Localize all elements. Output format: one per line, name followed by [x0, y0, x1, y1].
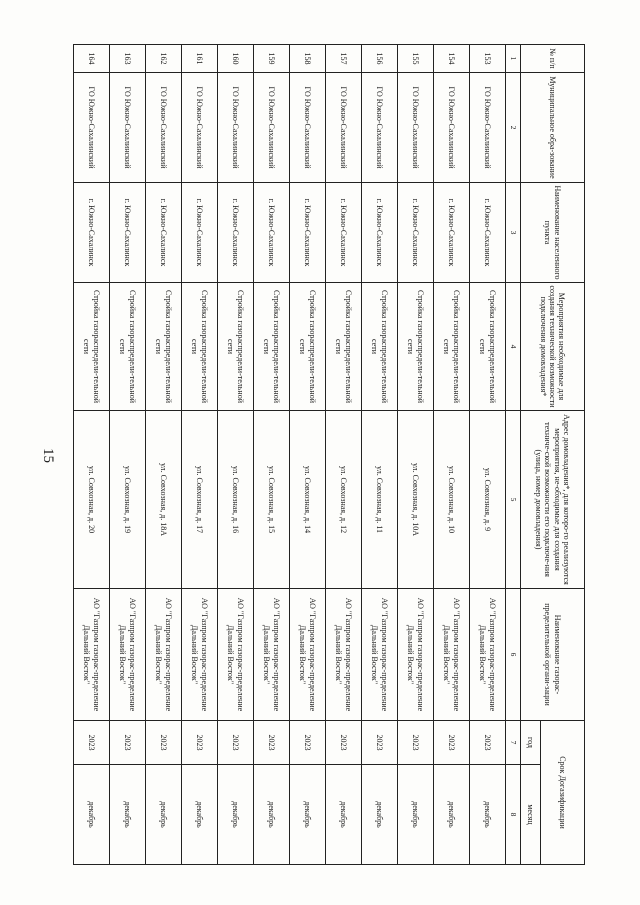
row-number: 154	[434, 45, 470, 73]
rotated-table-wrapper	[82, 44, 585, 864]
address-cell: ул. Совхозная, д. 16	[218, 411, 254, 589]
row-number: 161	[182, 45, 218, 73]
settlement-cell: г. Южно-Сахалинск	[182, 183, 218, 283]
municipality-cell: ГО Южно-Сахалинский	[218, 73, 254, 183]
row-number: 159	[254, 45, 290, 73]
measure-cell: Стройка газораспредели-тельной сети	[326, 283, 362, 411]
row-number: 158	[290, 45, 326, 73]
year-cell: 2023	[326, 721, 362, 765]
table-row	[290, 45, 326, 865]
settlement-cell: г. Южно-Сахалинск	[470, 183, 506, 283]
year-cell: 2023	[254, 721, 290, 765]
row-number: 156	[362, 45, 398, 73]
year-cell: 2023	[398, 721, 434, 765]
header-municipality: Муниципальное обра-зование	[521, 73, 585, 183]
page-number: 15	[40, 448, 56, 463]
municipality-cell: ГО Южно-Сахалинский	[74, 73, 110, 183]
gasification-table	[73, 44, 585, 865]
row-number: 157	[326, 45, 362, 73]
year-cell: 2023	[434, 721, 470, 765]
table-row	[362, 45, 398, 865]
measure-cell: Стройка газораспредели-тельной сети	[110, 283, 146, 411]
month-cell: декабрь	[74, 765, 110, 865]
measure-cell: Стройка газораспредели-тельной сети	[254, 283, 290, 411]
month-cell: декабрь	[254, 765, 290, 865]
row-number: 155	[398, 45, 434, 73]
measure-cell: Стройка газораспредели-тельной сети	[182, 283, 218, 411]
month-cell: декабрь	[110, 765, 146, 865]
table-row	[218, 45, 254, 865]
column-index: 7	[506, 721, 521, 765]
row-number: 163	[110, 45, 146, 73]
gro-cell: АО "Газпром газорас-пределение Дальний Восток"	[74, 589, 110, 721]
row-number: 164	[74, 45, 110, 73]
municipality-cell: ГО Южно-Сахалинский	[146, 73, 182, 183]
month-cell: декабрь	[398, 765, 434, 865]
month-cell: декабрь	[218, 765, 254, 865]
row-number: 153	[470, 45, 506, 73]
table-row	[398, 45, 434, 865]
measure-cell: Стройка газораспредели-тельной сети	[398, 283, 434, 411]
gro-cell: АО "Газпром газорас-пределение Дальний Восток"	[434, 589, 470, 721]
measure-cell: Стройка газораспредели-тельной сети	[470, 283, 506, 411]
municipality-cell: ГО Южно-Сахалинский	[362, 73, 398, 183]
table-row	[326, 45, 362, 865]
address-cell: ул. Совхозная, д. 9	[470, 411, 506, 589]
month-cell: декабрь	[434, 765, 470, 865]
header-deadline: Срок Догазификации	[541, 721, 585, 865]
measure-cell: Стройка газораспредели-тельной сети	[74, 283, 110, 411]
header-year: год	[521, 721, 541, 765]
table-row	[74, 45, 110, 865]
address-cell: ул. Совхозная, д. 15	[254, 411, 290, 589]
gro-cell: АО "Газпром газорас-пределение Дальний Восток"	[326, 589, 362, 721]
measure-cell: Стройка газораспредели-тельной сети	[290, 283, 326, 411]
gro-cell: АО "Газпром газорас-пределение Дальний Восток"	[290, 589, 326, 721]
year-cell: 2023	[470, 721, 506, 765]
settlement-cell: г. Южно-Сахалинск	[218, 183, 254, 283]
municipality-cell: ГО Южно-Сахалинский	[398, 73, 434, 183]
year-cell: 2023	[218, 721, 254, 765]
address-cell: ул. Совхозная, д. 20	[74, 411, 110, 589]
gro-cell: АО "Газпром газорас-пределение Дальний Восток"	[218, 589, 254, 721]
gro-cell: АО "Газпром газорас-пределение Дальний Восток"	[146, 589, 182, 721]
settlement-cell: г. Южно-Сахалинск	[326, 183, 362, 283]
column-index: 1	[506, 45, 521, 73]
municipality-cell: ГО Южно-Сахалинский	[290, 73, 326, 183]
measure-cell: Стройка газораспредели-тельной сети	[362, 283, 398, 411]
month-cell: декабрь	[326, 765, 362, 865]
address-cell: ул. Совхозная, д. 10А	[398, 411, 434, 589]
municipality-cell: ГО Южно-Сахалинский	[110, 73, 146, 183]
gro-cell: АО "Газпром газорас-пределение Дальний Восток"	[470, 589, 506, 721]
year-cell: 2023	[290, 721, 326, 765]
table-row	[182, 45, 218, 865]
header-address: Адрес домовладения*, для которо-го реализуются мероприятия, не-обходимые для создания техниче-ской возможности его подключе-ния (улица, номер домовладения)	[521, 411, 585, 589]
column-index-row	[506, 45, 521, 865]
row-number: 160	[218, 45, 254, 73]
measure-cell: Стройка газораспредели-тельной сети	[146, 283, 182, 411]
municipality-cell: ГО Южно-Сахалинский	[470, 73, 506, 183]
gro-cell: АО "Газпром газорас-пределение Дальний Восток"	[254, 589, 290, 721]
column-index: 8	[506, 765, 521, 865]
column-index: 3	[506, 183, 521, 283]
municipality-cell: ГО Южно-Сахалинский	[434, 73, 470, 183]
table-row	[146, 45, 182, 865]
settlement-cell: г. Южно-Сахалинск	[146, 183, 182, 283]
address-cell: ул. Совхозная, д. 11	[362, 411, 398, 589]
header-month: месяц	[521, 765, 541, 865]
gro-cell: АО "Газпром газорас-пределение Дальний Восток"	[398, 589, 434, 721]
header-gro: Наименование газорас-пределительной органи-зации	[521, 589, 585, 721]
year-cell: 2023	[110, 721, 146, 765]
settlement-cell: г. Южно-Сахалинск	[290, 183, 326, 283]
column-index: 5	[506, 411, 521, 589]
column-index: 4	[506, 283, 521, 411]
settlement-cell: г. Южно-Сахалинск	[362, 183, 398, 283]
month-cell: декабрь	[470, 765, 506, 865]
month-cell: декабрь	[182, 765, 218, 865]
address-cell: ул. Совхозная, д. 17	[182, 411, 218, 589]
settlement-cell: г. Южно-Сахалинск	[398, 183, 434, 283]
municipality-cell: ГО Южно-Сахалинский	[326, 73, 362, 183]
measure-cell: Стройка газораспредели-тельной сети	[218, 283, 254, 411]
address-cell: ул. Совхозная, д. 19	[110, 411, 146, 589]
year-cell: 2023	[146, 721, 182, 765]
table-row	[470, 45, 506, 865]
year-cell: 2023	[74, 721, 110, 765]
gro-cell: АО "Газпром газорас-пределение Дальний Восток"	[110, 589, 146, 721]
settlement-cell: г. Южно-Сахалинск	[254, 183, 290, 283]
settlement-cell: г. Южно-Сахалинск	[74, 183, 110, 283]
year-cell: 2023	[362, 721, 398, 765]
row-number: 162	[146, 45, 182, 73]
municipality-cell: ГО Южно-Сахалинский	[182, 73, 218, 183]
table-row	[110, 45, 146, 865]
address-cell: ул. Совхозная, д. 14	[290, 411, 326, 589]
month-cell: декабрь	[290, 765, 326, 865]
header-settlement: Наименование населенного пункта	[521, 183, 585, 283]
gro-cell: АО "Газпром газорас-пределение Дальний Восток"	[362, 589, 398, 721]
address-cell: ул. Совхозная, д. 18А	[146, 411, 182, 589]
measure-cell: Стройка газораспредели-тельной сети	[434, 283, 470, 411]
column-index: 2	[506, 73, 521, 183]
month-cell: декабрь	[362, 765, 398, 865]
header-no: № п/п	[521, 45, 585, 73]
table-row	[254, 45, 290, 865]
column-index: 6	[506, 589, 521, 721]
address-cell: ул. Совхозная, д. 12	[326, 411, 362, 589]
year-cell: 2023	[182, 721, 218, 765]
address-cell: ул. Совхозная, д. 10	[434, 411, 470, 589]
header-measures: Мероприятия необходимые для создания технической возможности подключения домовладения*	[521, 283, 585, 411]
settlement-cell: г. Южно-Сахалинск	[434, 183, 470, 283]
month-cell: декабрь	[146, 765, 182, 865]
settlement-cell: г. Южно-Сахалинск	[110, 183, 146, 283]
table-row	[434, 45, 470, 865]
municipality-cell: ГО Южно-Сахалинский	[254, 73, 290, 183]
gro-cell: АО "Газпром газорас-пределение Дальний Восток"	[182, 589, 218, 721]
